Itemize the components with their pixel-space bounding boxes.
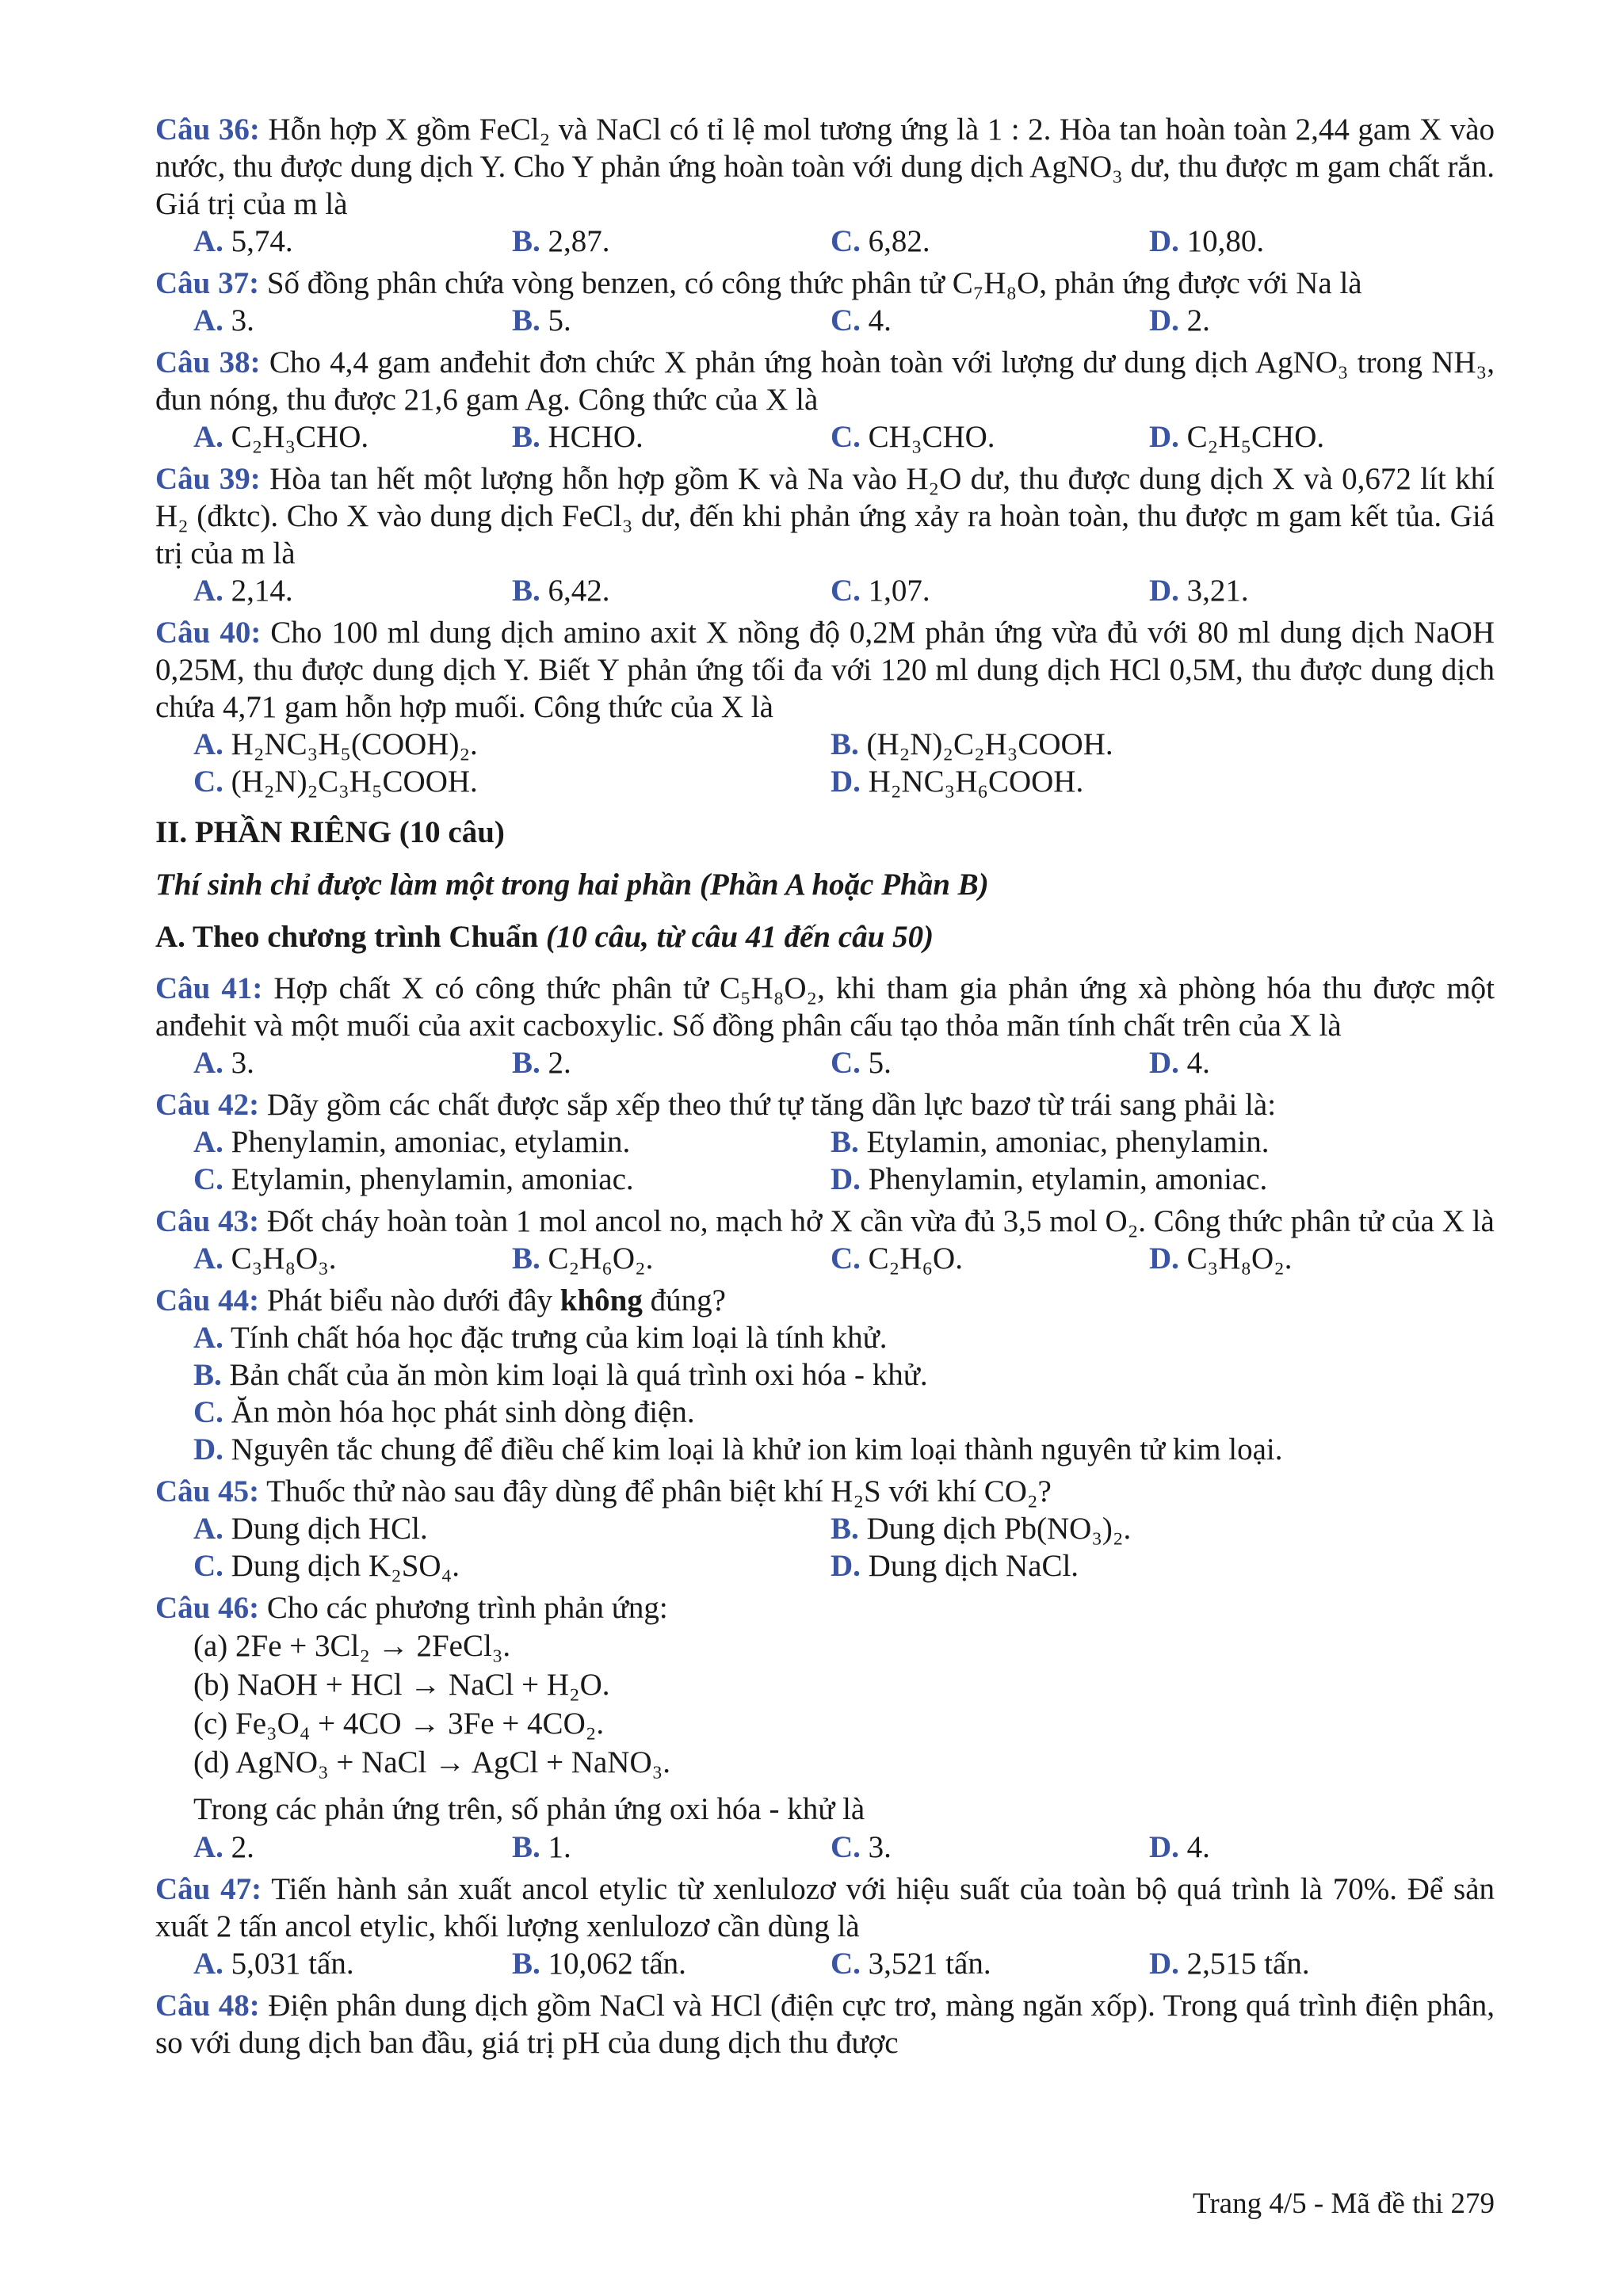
option-d[interactable]: D. H₂NC₃H₆COOH. <box>831 765 1084 799</box>
question-43 <box>155 1203 1495 1240</box>
option-b[interactable]: B. HCHO. <box>512 420 643 454</box>
question-44: Câu 44: Phát biểu nào dưới đây không đúng? <box>155 1283 726 1318</box>
options-43 <box>155 1240 1495 1277</box>
question-label: Câu 43: <box>155 1204 260 1238</box>
section-title-part2: II. PHẦN RIÊNG (10 câu) <box>155 815 505 849</box>
option-a[interactable]: A. 3. <box>193 1046 254 1080</box>
reaction-b: (b) NaOH + HCl → NaCl + H₂O. <box>193 1668 610 1702</box>
option-c[interactable]: C. Dung dịch K₂SO₄. <box>193 1549 460 1583</box>
reaction-a: (a) 2Fe + 3Cl₂ → 2FeCl₃. <box>193 1629 511 1663</box>
option-d[interactable]: D. 2,515 tấn. <box>1149 1947 1310 1981</box>
option-b[interactable]: B. (H₂N)₂C₂H₃COOH. <box>831 727 1113 761</box>
option-c[interactable]: C. CH₃CHO. <box>831 420 995 454</box>
question-text: Hợp chất X có công thức phân tử C₅H₈O₂, khi tham gia phản ứng xà phòng hóa thu được một anđehit và một muối của axit cacboxylic. Số đồng phân cấu tạo thỏa mãn tính chất trên của X là <box>155 971 1495 1043</box>
options-38 <box>155 418 1495 456</box>
question-label: Câu 41: <box>155 971 263 1005</box>
option-b[interactable]: B. 5. <box>512 303 571 338</box>
question-label: Câu 45: <box>155 1474 260 1508</box>
options-45 <box>155 1510 1495 1585</box>
reaction-c: (c) Fe₃O₄ + 4CO → 3Fe + 4CO₂. <box>193 1707 605 1741</box>
question-text: Số đồng phân chứa vòng benzen, có công thức phân tử C₇H₈O, phản ứng được với Na là <box>266 266 1362 300</box>
option-b[interactable]: B. 10,062 tấn. <box>512 1947 686 1981</box>
question-text: Hỗn hợp X gồm FeCl₂ và NaCl có tỉ lệ mol tương ứng là 1 : 2. Hòa tan hoàn toàn 2,44 gam X vào nước, thu được dung dịch Y. Cho Y phản ứng hoàn toàn với dung dịch AgNO₃ dư, thu được m gam chất rắn. Giá trị của m là <box>155 113 1495 221</box>
option-d[interactable]: D. 4. <box>1149 1046 1210 1080</box>
exam-page <box>155 111 1495 2061</box>
page-footer: Trang 4/5 - Mã đề thi 279 <box>1193 2187 1495 2220</box>
option-d[interactable]: D. 2. <box>1149 303 1210 338</box>
option-a[interactable]: A. H₂NC₃H₅(COOH)₂. <box>193 727 478 761</box>
question-48 <box>155 1987 1495 2061</box>
option-d[interactable]: D. 4. <box>1149 1830 1210 1864</box>
option-b[interactable]: B. Dung dịch Pb(NO₃)₂. <box>831 1512 1132 1546</box>
option-c[interactable]: C. (H₂N)₂C₃H₅COOH. <box>193 765 478 799</box>
option-b[interactable]: B. 2,87. <box>512 224 610 258</box>
question-text: Dãy gồm các chất được sắp xếp theo thứ tự tăng dần lực bazơ từ trái sang phải là: <box>266 1088 1277 1122</box>
option-a[interactable]: A. 3. <box>193 303 254 338</box>
question-41 <box>155 970 1495 1044</box>
question-text: Cho các phương trình phản ứng: <box>266 1591 668 1625</box>
option-c[interactable]: C. 6,82. <box>831 224 930 258</box>
question-42 <box>155 1086 1495 1123</box>
question-text: Hòa tan hết một lượng hỗn hợp gồm K và Na vào H₂O dư, thu được dung dịch X và 0,672 lít khí H₂ (đktc). Cho X vào dung dịch FeCl₃ dư, đến khi phản ứng xảy ra hoàn toàn, thu được m gam kết tủa. Giá trị của m là <box>155 462 1495 570</box>
option-b[interactable]: B. 2. <box>512 1046 571 1080</box>
question-40 <box>155 614 1495 726</box>
question-text: Thuốc thử nào sau đây dùng để phân biệt khí H₂S với khí CO₂? <box>266 1474 1052 1508</box>
option-d[interactable]: D. C₃H₈O₂. <box>1149 1241 1293 1276</box>
option-a[interactable]: A. Dung dịch HCl. <box>193 1512 428 1546</box>
options-44 <box>155 1319 1495 1468</box>
options-47 <box>155 1945 1495 1982</box>
option-a[interactable]: A. Tính chất hóa học đặc trưng của kim loại là tính khử. <box>193 1321 888 1355</box>
option-c[interactable]: C. 4. <box>831 303 892 338</box>
question-text: Cho 4,4 gam anđehit đơn chức X phản ứng hoàn toàn với lượng dư dung dịch AgNO₃ trong NH₃, đun nóng, thu được 21,6 gam Ag. Công thức của X là <box>155 345 1495 417</box>
question-text: Đốt cháy hoàn toàn 1 mol ancol no, mạch hở X cần vừa đủ 3,5 mol O₂. Công thức phân tử của X là <box>266 1204 1495 1238</box>
section-title-text: A. Theo chương trình Chuẩn <box>155 920 539 954</box>
question-text: Tiến hành sản xuất ancol etylic từ xenlulozơ với hiệu suất của toàn bộ quá trình là 70%. Để sản xuất 2 tấn ancol etylic, khối lượng xenlulozơ cần dùng là <box>155 1872 1495 1943</box>
question-47 <box>155 1871 1495 1945</box>
option-c[interactable]: C. 5. <box>831 1046 892 1080</box>
question-label: Câu 36: <box>155 113 260 147</box>
question-45 <box>155 1473 1495 1510</box>
question-46 <box>155 1589 1495 1627</box>
option-b[interactable]: B. 1. <box>512 1830 571 1864</box>
question-label: Câu 37: <box>155 266 260 300</box>
option-a[interactable]: A. 5,031 tấn. <box>193 1947 354 1981</box>
question-label: Câu 48: <box>155 1989 260 2023</box>
option-c[interactable]: C. 3. <box>831 1830 892 1864</box>
option-a[interactable]: A. C₃H₈O₃. <box>193 1241 337 1276</box>
question-label: Câu 39: <box>155 462 261 496</box>
option-c[interactable]: C. Etylamin, phenylamin, amoniac. <box>193 1162 634 1196</box>
section-range: (10 câu, từ câu 41 đến câu 50) <box>545 920 934 954</box>
question-36 <box>155 111 1495 223</box>
option-d[interactable]: D. 10,80. <box>1149 224 1265 258</box>
option-c[interactable]: C. C₂H₆O. <box>831 1241 963 1276</box>
option-d[interactable]: D. Phenylamin, etylamin, amoniac. <box>831 1162 1268 1196</box>
options-40 <box>155 726 1495 800</box>
option-c[interactable]: C. Ăn mòn hóa học phát sinh dòng điện. <box>193 1395 695 1429</box>
option-d[interactable]: D. C₂H₅CHO. <box>1149 420 1325 454</box>
option-c[interactable]: C. 3,521 tấn. <box>831 1947 991 1981</box>
question-label: Câu 44: <box>155 1283 260 1318</box>
section-title-partA <box>155 917 1495 957</box>
question-label: Câu 47: <box>155 1872 262 1906</box>
section-note: Thí sinh chỉ được làm một trong hai phần (Phần A hoặc Phần B) <box>155 868 989 902</box>
option-b[interactable]: B. C₂H₆O₂. <box>512 1241 654 1276</box>
question-label: Câu 46: <box>155 1591 260 1625</box>
option-a[interactable]: A. 5,74. <box>193 224 293 258</box>
options-36 <box>155 223 1495 260</box>
option-a[interactable]: A. 2,14. <box>193 574 293 608</box>
option-a[interactable]: A. C₂H₃CHO. <box>193 420 369 454</box>
question-label: Câu 38: <box>155 345 261 379</box>
question-label: Câu 40: <box>155 616 262 650</box>
question-37 <box>155 265 1495 302</box>
options-41 <box>155 1044 1495 1081</box>
option-d[interactable]: D. Dung dịch NaCl. <box>831 1549 1079 1583</box>
question-stem: Trong các phản ứng trên, số phản ứng oxi hóa - khử là <box>193 1792 865 1826</box>
options-42 <box>155 1123 1495 1198</box>
question-text: Điện phân dung dịch gồm NaCl và HCl (điện cực trơ, màng ngăn xốp). Trong quá trình điện phân, so với dung dịch ban đầu, giá trị pH của dung dịch thu được <box>155 1989 1495 2060</box>
option-b[interactable]: B. Etylamin, amoniac, phenylamin. <box>831 1125 1270 1159</box>
option-b[interactable]: B. Bản chất của ăn mòn kim loại là quá trình oxi hóa - khử. <box>193 1358 928 1392</box>
reaction-d: (d) AgNO₃ + NaCl → AgCl + NaNO₃. <box>193 1745 670 1779</box>
options-39 <box>155 572 1495 609</box>
question-39 <box>155 460 1495 572</box>
option-c[interactable]: C. 1,07. <box>831 574 930 608</box>
question-38 <box>155 344 1495 418</box>
option-b[interactable]: B. 6,42. <box>512 574 610 608</box>
option-a[interactable]: A. Phenylamin, amoniac, etylamin. <box>193 1125 631 1159</box>
emphasis-not: không <box>559 1283 643 1318</box>
option-a[interactable]: A. 2. <box>193 1830 254 1864</box>
options-46 <box>155 1829 1495 1866</box>
options-37 <box>155 302 1495 339</box>
option-d[interactable]: D. 3,21. <box>1149 574 1249 608</box>
question-label: Câu 42: <box>155 1088 260 1122</box>
option-d[interactable]: D. Nguyên tắc chung để điều chế kim loại là khử ion kim loại thành nguyên tử kim loại. <box>193 1432 1283 1466</box>
question-text: Cho 100 ml dung dịch amino axit X nồng độ 0,2M phản ứng vừa đủ với 80 ml dung dịch NaOH 0,25M, thu được dung dịch Y. Biết Y phản ứng tối đa với 120 ml dung dịch HCl 0,5M, thu được dung dịch chứa 4,71 gam hỗn hợp muối. Công thức của X là <box>155 616 1495 724</box>
